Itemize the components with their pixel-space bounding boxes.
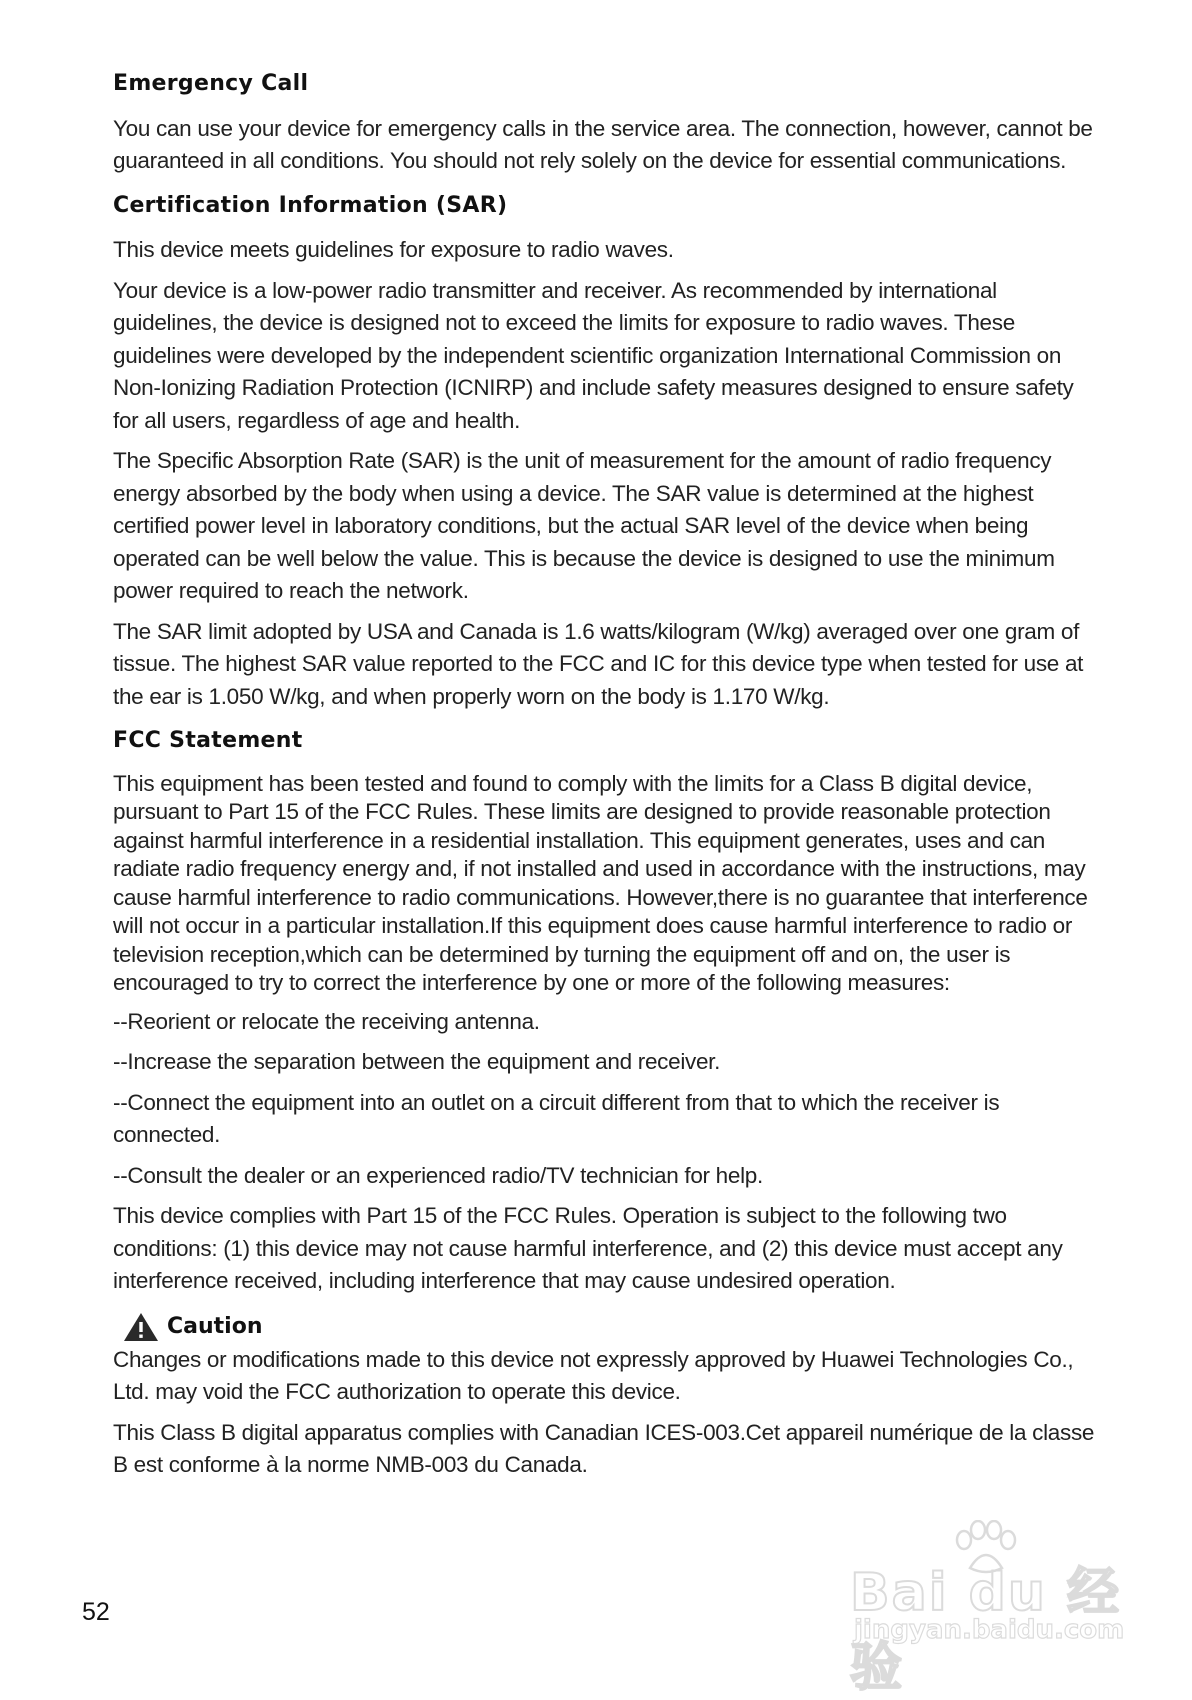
paragraph: This equipment has been tested and found to comply with the limits for a Class B digital device, pursuant to Part 15 of the FCC Rules. These limits are designed to provide reasonable protection against harmful interference in a residential installation. This equipment generates, uses and can radiate radio frequency energy and, if not installed and used in accordance with the instructions, may cause harmful interference to radio communications. However,there is no guarantee that interference will not occur in a particular installation.If this equipment does cause harmful interference to radio or television reception,which can be determined by turning the equipment off and on, the user is encouraged to try to correct the interference by one or more of the following measures: bbox=[113, 770, 1088, 996]
paragraph: You can use your device for emergency calls in the service area. The connection, however, cannot be guaranteed in all conditions. You should not rely solely on the device for essential communications. bbox=[113, 115, 1093, 174]
heading-fcc-statement: FCC Statement bbox=[113, 728, 303, 754]
paragraph: The SAR limit adopted by USA and Canada is 1.6 watts/kilogram (W/kg) averaged over one gram of tissue. The highest SAR value reported to the FCC and IC for this device type when tested for use at the ear is 1.050 W/kg, and when properly worn on the body is 1.170 W/kg. bbox=[113, 618, 1084, 709]
baidu-watermark bbox=[850, 1520, 1140, 1698]
paragraph: The Specific Absorption Rate (SAR) is the unit of measurement for the amount of radio frequency energy absorbed by the body when using a device. The SAR value is determined at the highest certified power level in laboratory conditions, but the actual SAR level of the device when being operated can be well below the value. This is because the device is designed to use the minimum power required to reach the network. bbox=[113, 448, 1055, 604]
watermark-brand: Bai du 经验 bbox=[850, 1563, 1121, 1698]
section-sar bbox=[113, 192, 1103, 714]
document-page bbox=[113, 70, 1103, 1496]
page-number: 52 bbox=[82, 1598, 110, 1626]
watermark-url: jingyan.baidu.com bbox=[854, 1615, 1125, 1645]
section-caution bbox=[113, 1312, 1103, 1482]
measure-item: --Reorient or relocate the receiving antenna. bbox=[113, 1008, 540, 1034]
paragraph: This device meets guidelines for exposure to radio waves. bbox=[113, 237, 674, 263]
paragraph: Your device is a low-power radio transmitter and receiver. As recommended by international guidelines, the device is designed not to exceed the limits for exposure to radio waves. These guidelines were developed by the independent scientific organization International Commission on Non-Ionizing Radiation Protection (ICNIRP) and include safety measures designed to ensure safety for all users, regardless of age and health. bbox=[113, 277, 1074, 433]
warning-triangle-icon bbox=[123, 1312, 159, 1342]
caution-heading bbox=[123, 1312, 1103, 1342]
measure-item: --Consult the dealer or an experienced radio/TV technician for help. bbox=[113, 1162, 763, 1188]
paragraph: Changes or modifications made to this device not expressly approved by Huawei Technologies Co., Ltd. may void the FCC authorization to operate this device. bbox=[113, 1346, 1074, 1405]
section-fcc bbox=[113, 727, 1103, 1298]
heading-sar: Certification Information (SAR) bbox=[113, 192, 508, 218]
heading-emergency-call: Emergency Call bbox=[113, 71, 309, 96]
section-emergency-call bbox=[113, 70, 1103, 178]
paragraph: This Class B digital apparatus complies with Canadian ICES-003.Cet appareil numérique de la classe B est conforme à la norme NMB-003 du Canada. bbox=[113, 1419, 1095, 1478]
measure-item: --Increase the separation between the equipment and receiver. bbox=[113, 1049, 721, 1075]
caution-label: Caution bbox=[167, 1314, 263, 1340]
paragraph: This device complies with Part 15 of the FCC Rules. Operation is subject to the following two conditions: (1) this device may not cause harmful interference, and (2) this device must accept any interference received, including interference that may cause undesired operation. bbox=[113, 1203, 1063, 1294]
measure-item: --Connect the equipment into an outlet on a circuit different from that to which the receiver is connected. bbox=[113, 1089, 1000, 1148]
